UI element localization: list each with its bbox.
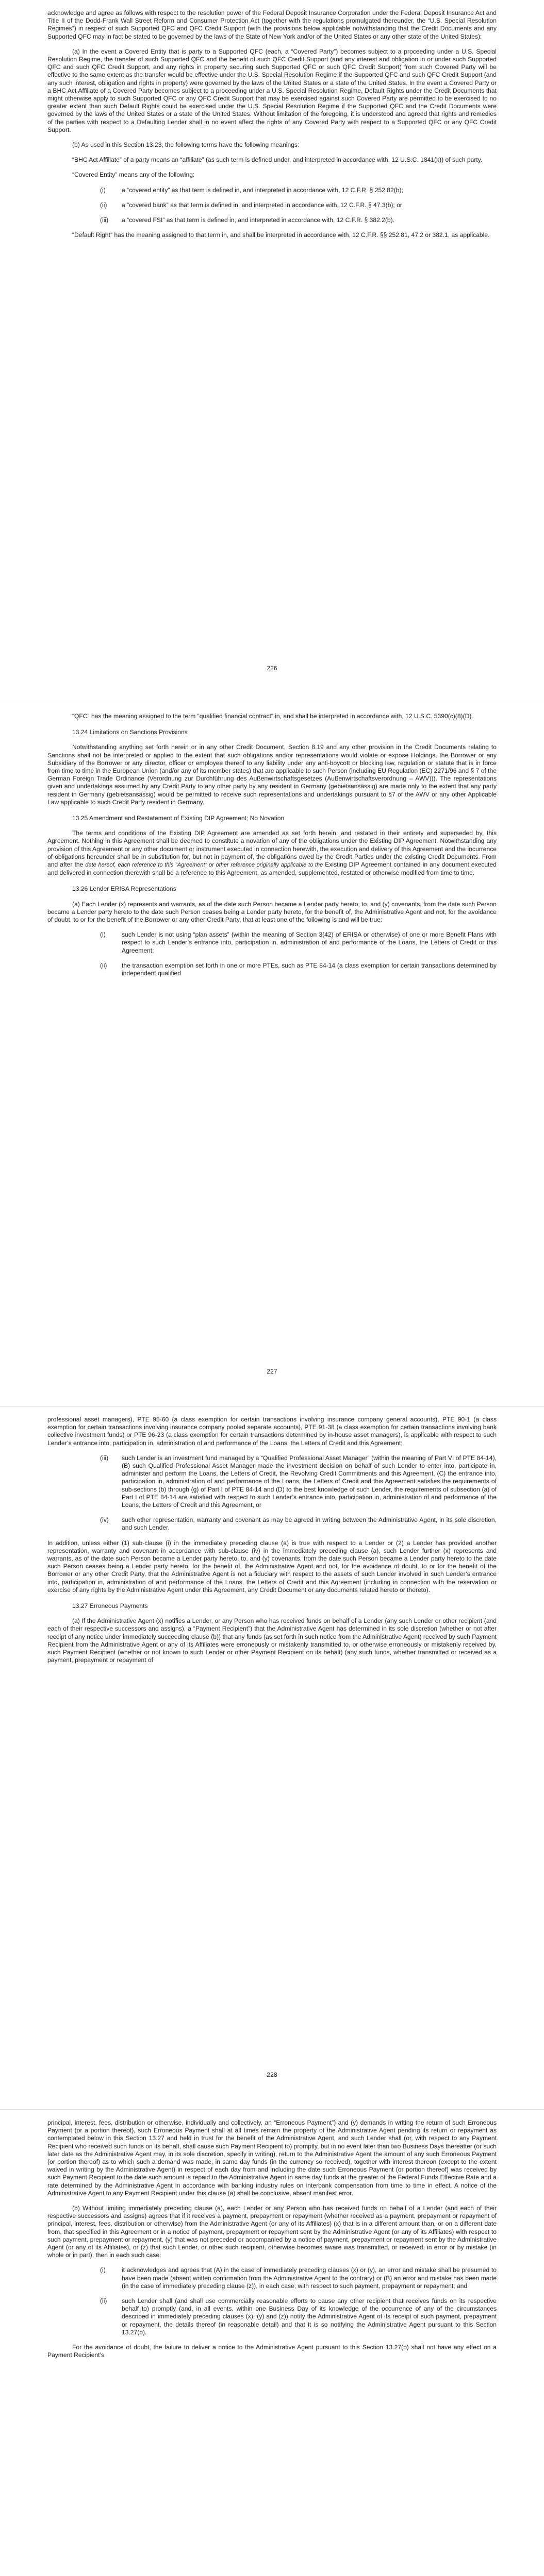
continued-paragraph: professional asset managers), PTE 95-60 (a class exemption for certain transactions involving insurance company general accounts), PTE 90-1 (a class exemption for certain transactions involving insurance company pooled separate accounts), PTE 91-38 (a class exemption for certain transactions involving bank collective investment funds) or PTE 96-23 (a class exemption for certain transactions determined by in-house asset managers), is applicable with respect to such Lender’s entrance into, participation in, administration of and performance of the Loans, the Letters of Credit and this Agreement;	[47, 1416, 497, 1447]
page-number: 228	[267, 2071, 277, 2078]
section-heading-13-26: 13.26 Lender ERISA Representations	[72, 885, 176, 893]
list-item	[100, 931, 497, 955]
list-item	[100, 216, 497, 224]
list-item-number: (ii)	[100, 961, 107, 969]
list-item-text: such Lender shall (and shall use commercially reasonable efforts to cause any other recipient that receives funds on its respective behalf to) promptly (and, in all events, within one Business Day of its knowledge of the occurrence of any of the circumstances described in immediately preceding clauses (x), (y) and (z)) notify the Administrative Agent of its receipt of such payment, prepayment or repayment, the details thereof (in reasonable detail) and that it is so notifying the Administrative Agent pursuant to this Section 13.27(b).	[122, 2297, 497, 2336]
list-item-number: (iii)	[100, 216, 109, 224]
document-page-229	[0, 2110, 544, 2576]
list-item-number: (iii)	[100, 1454, 109, 1462]
section-13-25-text-b: Existing DIP Agreement contained in any document executed and delivered in connection therewith shall be a reference to this Agreement, as amended, supplemented, restated or otherwise modified from time to time.	[47, 861, 497, 877]
definition-covered-entity: “Covered Entity” means any of the following:	[72, 171, 195, 179]
section-13-25-italic: date hereof, each reference to this “Agreement” or other reference originally applicable to the	[85, 862, 323, 869]
list-item-number: (ii)	[100, 2297, 107, 2305]
section-13-26-a: (a) Each Lender (x) represents and warrants, as of the date such Person became a Lender party hereto, to, and (y) covenants, from the date such Person became a Lender party hereto to the date such Person ceases being a Lender party hereto, for the benefit of, the Administrative Agent and not, for the avoidance of doubt, to or for the benefit of the Borrower or any other Credit Party, that at least one of the following is and will be true:	[47, 900, 497, 924]
section-13-23-b: (b) As used in this Section 13.23, the following terms have the following meanings:	[72, 141, 300, 149]
continued-paragraph: principal, interest, fees, distribution or otherwise, individually and collectively, an “Erroneous Payment”) and (y) demands in writing the return of such Erroneous Payment (or a portion thereof), such Erroneous Payment shall at all times remain the property of the Administrative Agent pending its return or repayment as contemplated below in this Section 13.27 and held in trust for the benefit of the Administrative Agent, and such Lender shall (or, with respect to any Payment Recipient who received such funds on its behalf, shall cause such Payment Recipient to) promptly, but in no event later than two Business Days thereafter (or such later date as the Administrative Agent may, in its sole discretion, specify in writing), return to the Administrative Agent the amount of any such Erroneous Payment (or portion thereof) as to which such a demand was made, in same day funds (in the currency so received), together with interest thereon (except to the extent waived in writing by the Administrative Agent) in respect of each day from and including the date such Erroneous Payment (or portion thereof) was received by such Payment Recipient to the date such amount is repaid to the Administrative Agent in same day funds at the greater of the Federal Funds Effective Rate and a rate determined by the Administrative Agent in accordance with banking industry rules on interbank compensation from time to time in effect. A notice of the Administrative Agent to any Payment Recipient under this clause (a) shall be conclusive, absent manifest error.	[47, 2119, 497, 2197]
list-item-number: (i)	[100, 186, 106, 194]
list-item-number: (i)	[100, 931, 106, 939]
section-13-26-b: In addition, unless either (1) sub-clause (i) in the immediately preceding clause (a) is true with respect to a Lender or (2) a Lender has provided another representation, warranty and covenant in accordance with sub-clause (iv) in the immediately preceding clause (a), such Lender further (x) represents and warrants, as of the date such Person became a Lender party hereto, to, and (y) covenants, from the date such Person became a Lender party hereto to the date such Person ceases being a Lender party hereto, for the benefit of, the Administrative Agent and not, for the avoidance of doubt, to or for the benefit of the Borrower or any other Credit Party, that the Administrative Agent is not a fiduciary with respect to the assets of such Lender involved in such Lender’s entrance into, participation in, administration of and performance of the Loans, the Letters of Credit and this Agreement (including in connection with the reservation or exercise of any rights by the Administrative Agent under this Agreement, any Credit Document or any documents related hereto or thereto).	[47, 1539, 497, 1594]
list-item-text: a “covered entity” as that term is defined in, and interpreted in accordance with, 12 C.F.R. § 252.82(b);	[122, 186, 403, 194]
definition-bhc-act-affiliate: “BHC Act Affiliate” of a party means an “affiliate” (as such term is defined under, and interpreted in accordance with, 12 U.S.C. 1841(k)) of such party.	[72, 156, 483, 164]
list-item-number: (iv)	[100, 1516, 109, 1524]
list-item-text: the transaction exemption set forth in one or more PTEs, such as PTE 84-14 (a class exemption for certain transactions determined by independent qualified	[122, 961, 497, 977]
list-item-text: a “covered FSI” as that term is defined in, and interpreted in accordance with, 12 C.F.R. § 382.2(b).	[122, 216, 395, 224]
document-page-228	[0, 1406, 544, 2110]
list-item-text: such other representation, warranty and covenant as may be agreed in writing between the Administrative Agent, in its sole discretion, and such Lender.	[122, 1516, 497, 1532]
section-13-24-body: Notwithstanding anything set forth herein or in any other Credit Document, Section 8.19 and any other provision in the Credit Documents relating to Sanctions shall not be interpreted or applied to the extent that such obligations and/or representations would violate or expose Holdings, the Borrower or any Subsidiary of the Borrower or any director, officer or employee thereof to any liability under any anti-boycott or blocking law, regulation or statute that is in force from time to time in the European Union (and/or any of its member states) that are applicable to such Person (including EU Regulation (EC) 2271/96 and § 7 of the German Foreign Trade Ordinance (Verordnung zur Durchführung des Außenwirtschaftsgesetzes (Außenwirtschaftsverordnung – AWV))). The representations given and undertakings assumed by any Credit Party to any other party by any resident in Germany (gebietsansässig) are made only to the extent that any party resident in Germany (gebietsansässig) would be permitted to receive such representations and undertakings pursuant to §7 of the AWV or any other Applicable Law applicable to such Credit Party resident in Germany.	[47, 743, 497, 806]
list-item-number: (i)	[100, 2266, 106, 2274]
page-number: 226	[267, 665, 277, 672]
section-13-27-a: (a) If the Administrative Agent (x) notifies a Lender, or any Person who has received funds on behalf of a Lender (any such Lender or other recipient (and each of their respective successors and assigns), a “Payment Recipient”) that the Administrative Agent has determined in its sole discretion (whether or not after receipt of any notice under immediately succeeding clause (b)) that any funds (as set forth in such notice from the Administrative Agent) received by such Payment Recipient from the Administrative Agent or any of its Affiliates were erroneously or mistakenly transmitted to, or otherwise erroneously or mistakenly received by, such Payment Recipient (whether or not known to such Lender or other Payment Recipient on its behalf) (any such funds, whether transmitted or received as a payment, prepayment or repayment of	[47, 1617, 497, 1664]
list-item	[100, 2297, 497, 2336]
section-13-25-text-a: The terms and conditions of the Existing DIP Agreement are amended as set forth herein, and restated in their entirety and superseded by, this Agreement. Nothing in this Agreement shall be deemed to constitute a novation of any of the obligations under the Existing DIP Agreement. Notwithstanding any provision of this Agreement or any other document or instrument executed in connection herewith, the execution and delivery of this Agreement and the incurrence of obligations hereunder shall be in substitution for, but not in payment of, the obligations owed by the Credit Parties under the existing Credit Documents. From and after the	[47, 829, 497, 869]
section-13-23-a: (a) In the event a Covered Entity that is party to a Supported QFC (each, a “Covered Party”) becomes subject to a proceeding under a U.S. Special Resolution Regime, the transfer of such Supported QFC and the benefit of such QFC Credit Support (and any interest and obligation in or under such Supported QFC and such QFC Credit Support, and any rights in property securing such Supported QFC or such QFC Credit Support) from such Covered Party will be effective to the same extent as the transfer would be effective under the U.S. Special Resolution Regime if the Supported QFC and such QFC Credit Support (and any such interest, obligation and rights in property) were governed by the laws of the United States or a state of the United States. In the event a Covered Party or a BHC Act Affiliate of a Covered Party becomes subject to a proceeding under a U.S. Special Resolution Regime, Default Rights under the Credit Documents that might otherwise apply to such Supported QFC or any QFC Credit Support that may be exercised against such Covered Party are permitted to be exercised to no greater extent than such Default Rights could be exercised under the U.S. Special Resolution Regime if the Supported QFC and the Credit Documents were governed by the laws of the United States or a state of the United States. Without limitation of the foregoing, it is understood and agreed that rights and remedies of the parties with respect to a Defaulting Lender shall in no event affect the rights of any Covered Party with respect to a Supported QFC or any QFC Credit Support.	[47, 47, 497, 133]
list-item	[100, 2266, 497, 2290]
list-item-text: a “covered bank” as that term is defined in, and interpreted in accordance with, 12 C.F.R. § 47.3(b); or	[122, 201, 402, 209]
section-13-27-b: (b) Without limiting immediately preceding clause (a), each Lender or any Person who has received funds on behalf of a Lender (and each of their respective successors and assigns) agrees that if it receives a payment, prepayment or repayment (whether received as a payment, prepayment or repayment of principal, interest, fees, distribution or otherwise) from the Administrative Agent (or any of its Affiliates) (x) that is in a different amount than, or on a different date from, that specified in this Agreement or in a notice of payment, prepayment or repayment sent by the Administrative Agent (or any of its Affiliates) with respect to such payment, prepayment or repayment, (y) that was not preceded or accompanied by a notice of payment, prepayment or repayment sent by the Administrative Agent (or any of its Affiliates), or (z) that such Lender, or other such recipient, otherwise becomes aware was transmitted, or received, in error or by mistake (in whole or in part), then in each such case:	[47, 2205, 497, 2259]
list-item	[100, 961, 497, 977]
final-paragraph: For the avoidance of doubt, the failure to deliver a notice to the Administrative Agent pursuant to this Section 13.27(b) shall not have any effect on a Payment Recipient’s	[47, 2344, 497, 2359]
definition-qfc: “QFC” has the meaning assigned to the term “qualified financial contract” in, and shall be interpreted in accordance with, 12 U.S.C. 5390(c)(8)(D).	[72, 713, 473, 720]
document-page-226	[0, 0, 544, 703]
list-item-text: such Lender is not using “plan assets” (within the meaning of Section 3(42) of ERISA or otherwise) of one or more Benefit Plans with respect to such Lender’s entrance into, participation in, administration of and performance of the Loans, the Letters of Credit or this Agreement;	[122, 931, 497, 954]
list-item-number: (ii)	[100, 201, 107, 209]
section-heading-13-24: 13.24 Limitations on Sanctions Provisions	[72, 728, 188, 736]
list-item-text: it acknowledges and agrees that (A) in the case of immediately preceding clauses (x) or (y), an error and mistake shall be presumed to have been made (absent written confirmation from the Administrative Agent to the contrary) or (B) an error and mistake has been made (in the case of immediately preceding clause (z)), in each case, with respect to such payment, prepayment or repayment; and	[122, 2266, 497, 2290]
list-item	[100, 1516, 497, 1532]
section-heading-13-25: 13.25 Amendment and Restatement of Existing DIP Agreement; No Novation	[72, 815, 285, 822]
list-item	[100, 201, 497, 209]
list-item-text: such Lender is an investment fund managed by a “Qualified Professional Asset Manager” (within the meaning of Part VI of PTE 84-14), (B) such Qualified Professional Asset Manager made the investment decision on behalf of such Lender to enter into, participate in, administer and perform the Loans, the Letters of Credit, the Revolving Credit Commitments and this Agreement, (C) the entrance into, participation in, administration of and performance of the Loans, the Letters of Credit and this Agreement satisfies the requirements of sub-sections (b) through (g) of Part I of PTE 84-14 and (D) to the best knowledge of such Lender, the requirements of subsection (a) of Part I of PTE 84-14 are satisfied with respect to such Lender’s entrance into, participation in, administration of and performance of the Loans, the Letters of Credit and this Agreement, or	[122, 1454, 497, 1509]
document-page-227	[0, 703, 544, 1406]
definition-default-right: “Default Right” has the meaning assigned to that term in, and shall be interpreted in accordance with, 12 C.F.R. §§ 252.81, 47.2 or 382.1, as applicable.	[72, 231, 490, 239]
section-13-25-body	[47, 829, 497, 877]
section-heading-13-27: 13.27 Erroneous Payments	[72, 1602, 148, 1610]
intro-paragraph: acknowledge and agree as follows with respect to the resolution power of the Federal Deposit Insurance Corporation under the Federal Deposit Insurance Act and Title II of the Dodd-Frank Wall Street Reform and Consumer Protection Act (together with the regulations promulgated thereunder, the “U.S. Special Resolution Regimes”) in respect of such Supported QFC and QFC Credit Support (with the provisions below applicable notwithstanding that the Credit Documents and any Supported QFC may in fact be stated to be governed by the laws of the State of New York and/or of the United States or any other state of the United States):	[47, 9, 497, 40]
list-item	[100, 186, 497, 194]
list-item	[100, 1454, 497, 1509]
page-number: 227	[267, 1368, 277, 1375]
